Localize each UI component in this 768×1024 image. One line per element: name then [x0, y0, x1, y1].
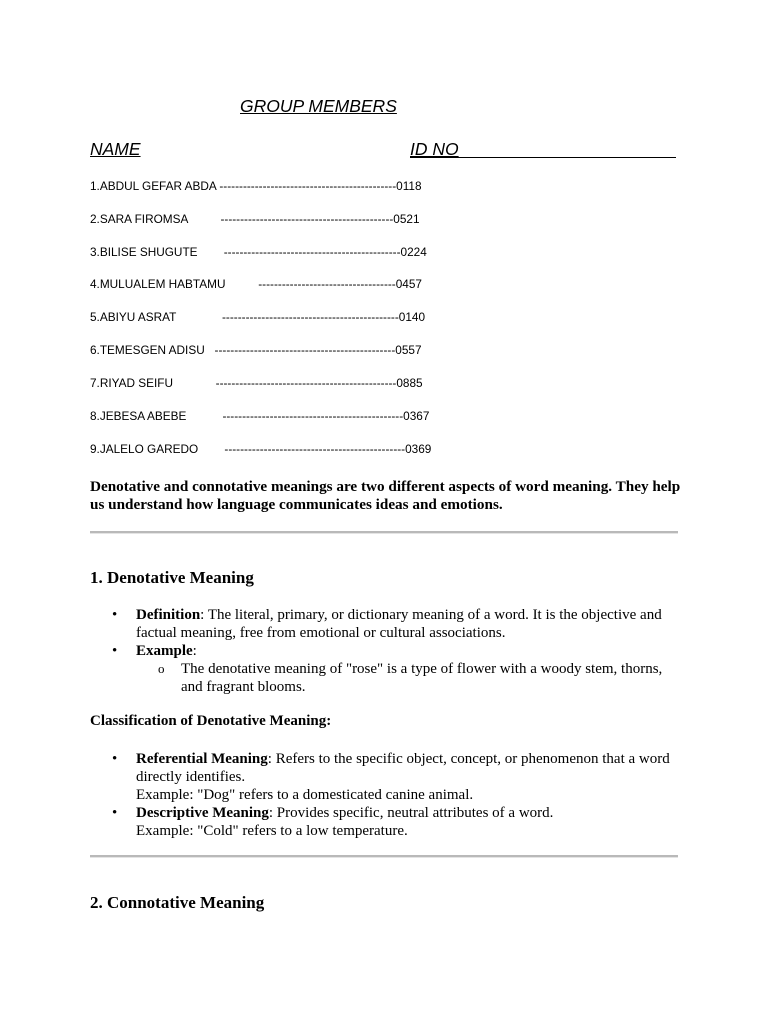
example-sub-text: The denotative meaning of "rose" is a type of flower with a woody stem, thorns, and fragrant blooms. [181, 661, 663, 695]
definition-label: Definition [136, 607, 201, 623]
example-colon: : [192, 643, 197, 659]
classification-heading: Classification of Denotative Meaning: [90, 713, 332, 729]
descriptive-text: : Provides specific, neutral attributes of a word. [268, 805, 554, 821]
member-row: 8.JEBESA ABEBE ----------------------------------------------0367 [90, 409, 430, 423]
member-row: 2.SARA FIROMSA --------------------------------------------0521 [90, 212, 420, 226]
list-item-definition [90, 606, 680, 642]
bullet-icon: • [112, 607, 118, 623]
descriptive-example: Example: "Cold" refers to a low temperature. [136, 823, 408, 839]
list-item-referential [90, 750, 680, 804]
descriptive-label: Descriptive Meaning [136, 805, 269, 821]
definition-text: : The literal, primary, or dictionary meaning of a word. It is the objective and factual meaning, free from emotional or cultural associations. [136, 607, 662, 641]
horizontal-rule [90, 531, 678, 534]
member-row: 9.JALELO GAREDO ----------------------------------------------0369 [90, 442, 432, 456]
example-label: Example [136, 643, 193, 659]
sub-bullet-icon: o [158, 661, 165, 676]
bullet-icon: • [112, 643, 118, 659]
member-row: 4.MULUALEM HABTAMU -----------------------------------0457 [90, 277, 422, 291]
section-heading-denotative: 1. Denotative Meaning [90, 568, 254, 587]
member-row: 7.RIYAD SEIFU ----------------------------------------------0885 [90, 376, 423, 390]
classification-list [90, 750, 680, 840]
referential-label: Referential Meaning [136, 751, 268, 767]
id-column-header [410, 139, 676, 158]
list-item-example [90, 642, 680, 660]
group-members-title: GROUP MEMBERS [240, 96, 397, 116]
member-row: 3.BILISE SHUGUTE ---------------------------------------------0224 [90, 245, 427, 259]
referential-text: : Refers to the specific object, concept, or phenomenon that a word directly identifies. [136, 751, 670, 785]
member-row: 1.ABDUL GEFAR ABDA ---------------------------------------------0118 [90, 179, 422, 193]
section-heading-connotative: 2. Connotative Meaning [90, 893, 265, 912]
sub-list-item-example [90, 660, 680, 696]
horizontal-rule [90, 855, 678, 858]
member-row: 6.TEMESGEN ADISU ----------------------------------------------0557 [90, 343, 422, 357]
list-item-descriptive [90, 804, 680, 840]
bullet-icon: • [112, 805, 118, 821]
id-column-label: ID NO [410, 139, 459, 159]
name-column-header: NAME [90, 139, 141, 159]
intro-paragraph: Denotative and connotative meanings are two different aspects of word meaning. They help us understand how language communicates ideas and emotions. [90, 478, 681, 513]
definition-list [90, 606, 680, 696]
bullet-icon: • [112, 751, 118, 767]
referential-example: Example: "Dog" refers to a domesticated canine animal. [136, 787, 474, 803]
member-row: 5.ABIYU ASRAT ---------------------------------------------0140 [90, 310, 426, 324]
